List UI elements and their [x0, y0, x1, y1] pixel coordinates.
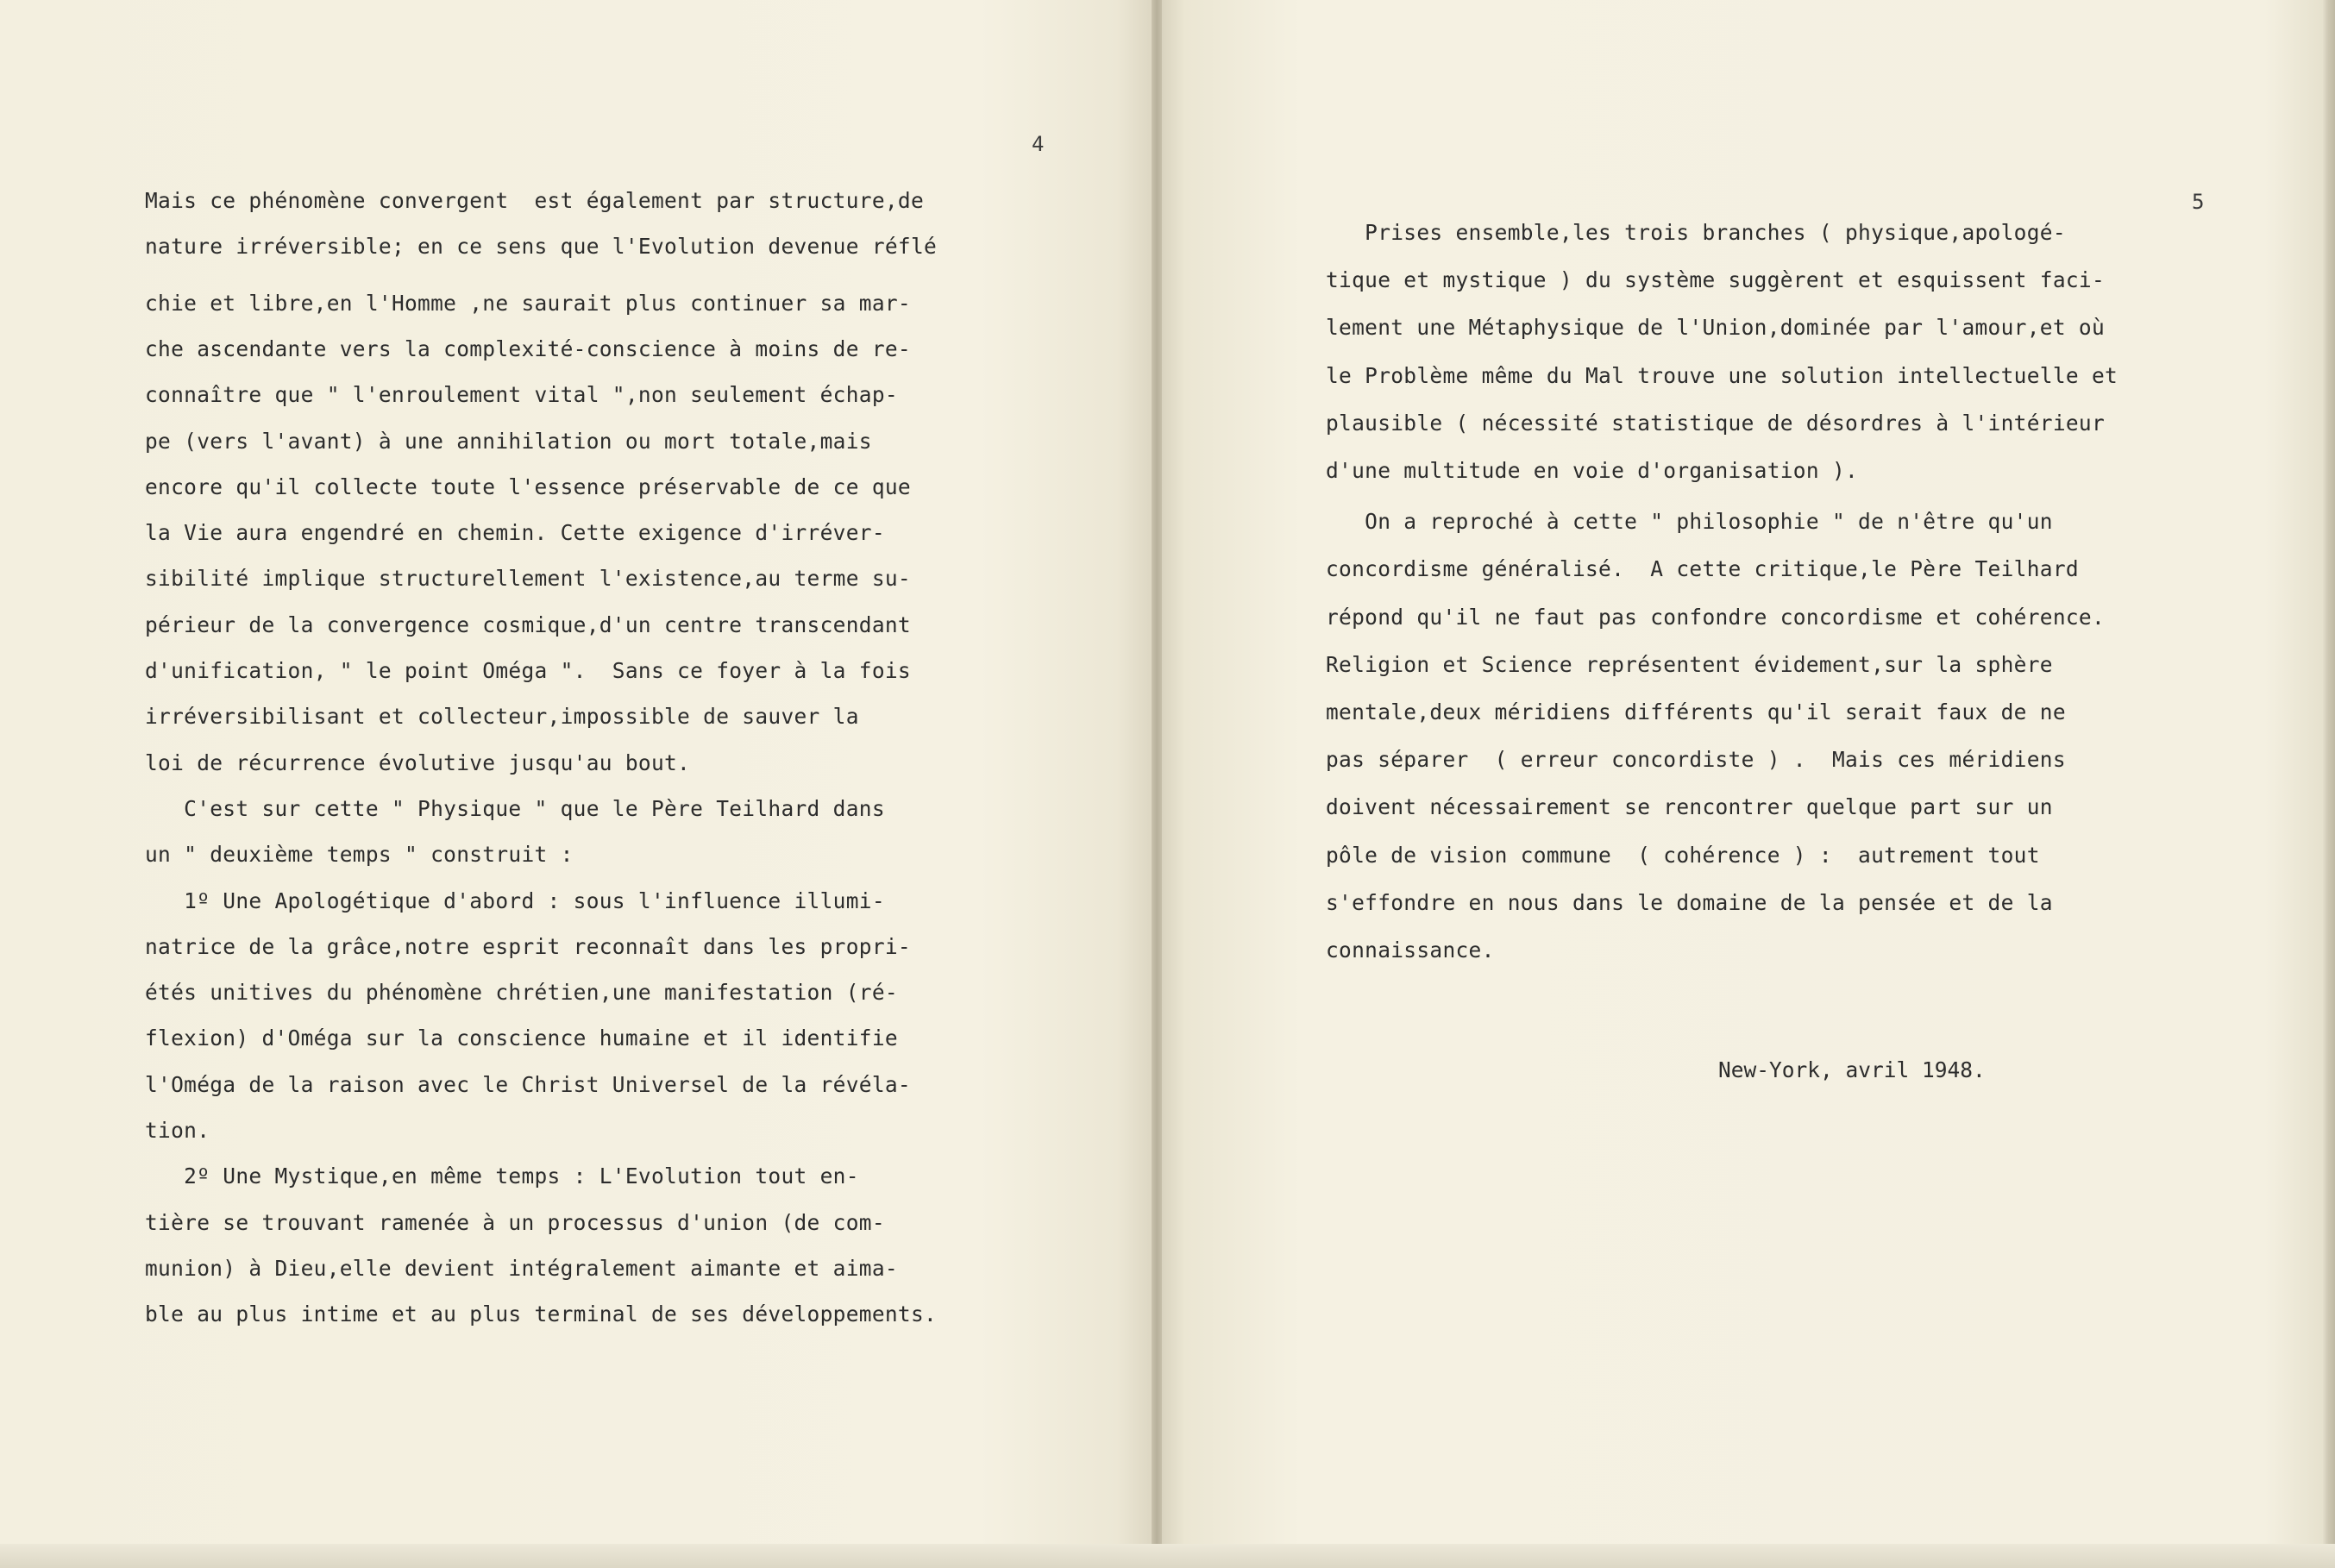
- text-line: 1º Une Apologétique d'abord : sous l'influence illumi-: [145, 887, 885, 913]
- text-line: mentale,deux méridiens différents qu'il serait faux de ne: [1326, 699, 2066, 724]
- text-line: répond qu'il ne faut pas confondre concordisme et cohérence.: [1326, 604, 2106, 630]
- page-edge: [2323, 0, 2335, 1568]
- text-line: périeur de la convergence cosmique,d'un centre transcendant: [145, 612, 911, 637]
- text-line: la Vie aura engendré en chemin. Cette exigence d'irréver-: [145, 520, 885, 546]
- text-line: natrice de la grâce,notre esprit reconnaît dans les propri-: [145, 933, 911, 959]
- text-line: lement une Métaphysique de l'Union,dominée par l'amour,et où: [1326, 315, 2106, 341]
- text-line: Mais ce phénomène convergent est également par structure,de: [145, 188, 925, 213]
- text-line: pôle de vision commune ( cohérence ) : autrement tout: [1326, 842, 2040, 868]
- text-line: connaissance.: [1326, 938, 1495, 963]
- text-line: étés unitives du phénomène chrétien,une manifestation (ré-: [145, 980, 898, 1006]
- signature-date: New-York, avril 1948.: [1718, 1057, 1986, 1082]
- text-line: pas séparer ( erreur concordiste ) . Mais ces méridiens: [1326, 747, 2066, 773]
- page-number-left: 4: [1032, 132, 1045, 156]
- text-line: tique et mystique ) du système suggèrent et esquissent faci-: [1326, 267, 2106, 293]
- text-line: che ascendante vers la complexité-conscience à moins de re-: [145, 336, 911, 361]
- text-line: connaître que " l'enroulement vital ",non seulement échap-: [145, 382, 898, 408]
- text-line: plausible ( nécessité statistique de désordres à l'intérieur: [1326, 410, 2106, 436]
- left-page: [0, 0, 1152, 1568]
- text-line: ble au plus intime et au plus terminal de ses développements.: [145, 1301, 938, 1327]
- text-line: nature irréversible; en ce sens que l'Evolution devenue réflé: [145, 234, 938, 260]
- text-line: l'Oméga de la raison avec le Christ Universel de la révéla-: [145, 1071, 911, 1097]
- text-line: Religion et Science représentent évidement,sur la sphère: [1326, 651, 2053, 677]
- text-line: tière se trouvant ramenée à un processus d'union (de com-: [145, 1209, 885, 1235]
- text-line: d'une multitude en voie d'organisation ).: [1326, 458, 1859, 483]
- page-number-right: 5: [2192, 190, 2205, 214]
- text-line: concordisme généralisé. A cette critique,le Père Teilhard: [1326, 556, 2079, 582]
- text-line: irréversibilisant et collecteur,impossible de sauver la: [145, 704, 859, 730]
- text-line: On a reproché à cette " philosophie " de n'être qu'un: [1326, 509, 2053, 535]
- text-line: chie et libre,en l'Homme ,ne saurait plus continuer sa mar-: [145, 290, 911, 316]
- text-line: 2º Une Mystique,en même temps : L'Evolution tout en-: [145, 1163, 859, 1189]
- text-line: munion) à Dieu,elle devient intégralement aimante et aima-: [145, 1255, 898, 1281]
- text-line: d'unification, " le point Oméga ". Sans ce foyer à la fois: [145, 658, 911, 683]
- text-line: flexion) d'Oméga sur la conscience humaine et il identifie: [145, 1025, 898, 1051]
- text-line: pe (vers l'avant) à une annihilation ou mort totale,mais: [145, 428, 872, 454]
- book-gutter: [1152, 0, 1162, 1568]
- text-line: s'effondre en nous dans le domaine de la pensée et de la: [1326, 889, 2053, 915]
- right-page: [1162, 0, 2323, 1568]
- text-line: Prises ensemble,les trois branches ( physique,apologé-: [1326, 220, 2066, 245]
- page-bottom-edge: [0, 1544, 2335, 1568]
- text-line: doivent nécessairement se rencontrer quelque part sur un: [1326, 794, 2053, 820]
- text-line: un " deuxième temps " construit :: [145, 842, 574, 868]
- text-line: encore qu'il collecte toute l'essence préservable de ce que: [145, 474, 911, 499]
- text-line: loi de récurrence évolutive jusqu'au bout.: [145, 750, 691, 775]
- text-line: le Problème même du Mal trouve une solution intellectuelle et: [1326, 362, 2118, 388]
- text-line: sibilité implique structurellement l'existence,au terme su-: [145, 566, 911, 592]
- text-line: tion.: [145, 1118, 210, 1143]
- text-line: C'est sur cette " Physique " que le Père Teilhard dans: [145, 795, 885, 821]
